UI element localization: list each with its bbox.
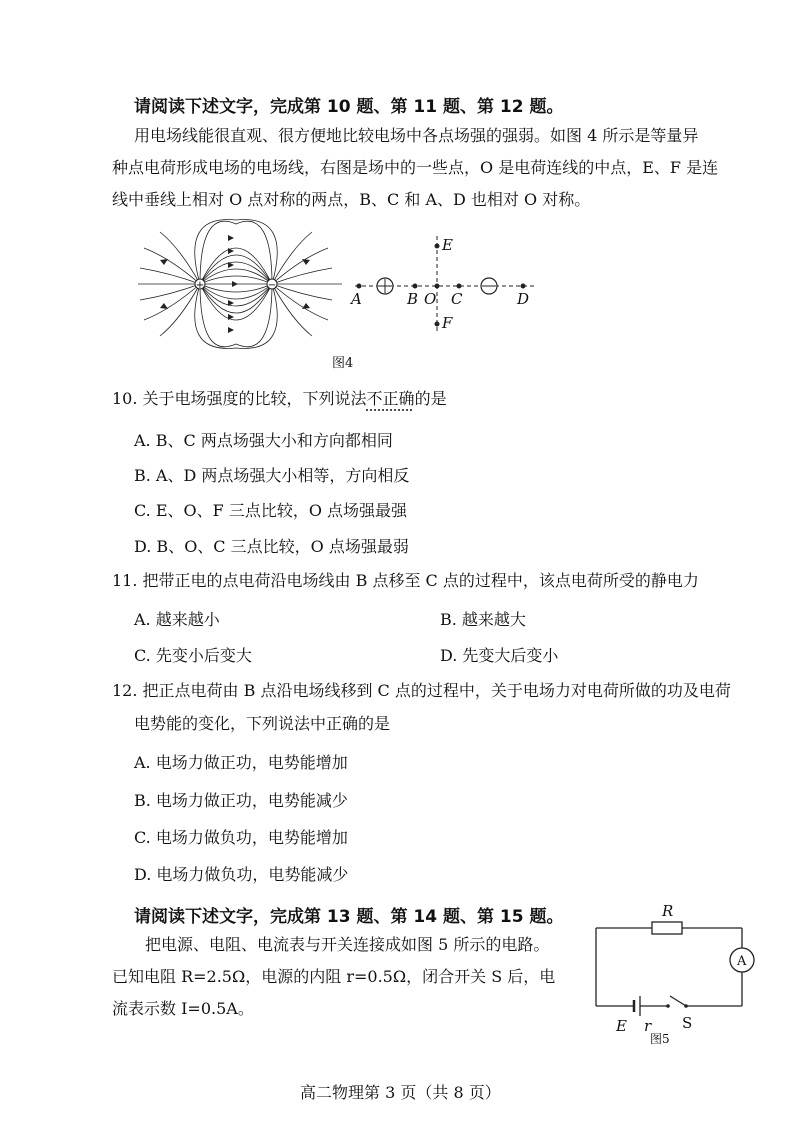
q12-stem-line-1: 12. 把正点电荷由 B 点沿电场线移到 C 点的过程中，关于电场力对电荷所做的功及电荷 [112, 681, 731, 700]
q11-option-b: B. 越来越大 [440, 610, 526, 629]
label-B: B [407, 290, 419, 308]
emf-label: E [616, 1017, 627, 1035]
page-footer: 高二物理第 3 页（共 8 页） [300, 1083, 501, 1102]
q10-option-b: B. A、D 两点场强大小相等，方向相反 [134, 466, 410, 485]
q10-stem: 10. 关于电场强度的比较，下列说法不正确的是 [112, 389, 447, 408]
paragraph-line-2: 种点电荷形成电场的电场线，右图是场中的一些点，O 是电荷连线的中点，E、F 是连 [112, 158, 719, 177]
section-lead-1: 请阅读下述文字，完成第 10 题、第 11 题、第 12 题。 [134, 97, 564, 117]
label-E: E [442, 236, 453, 254]
paragraph2-line-1: 把电源、电阻、电流表与开关连接成如图 5 所示的电路。 [145, 935, 550, 954]
q12-option-d: D. 电场力做负功，电势能减少 [134, 865, 349, 884]
q10-emphasis: 不正确 [366, 389, 415, 408]
switch-label: S [682, 1014, 693, 1032]
label-C: C [451, 290, 463, 308]
field-lines-figure [130, 218, 350, 353]
resistor-symbol [652, 922, 682, 934]
internal-resistance-label: r [644, 1017, 652, 1035]
q11-option-a: A. 越来越小 [134, 610, 220, 629]
label-D: D [517, 290, 530, 308]
q10-option-a: A. B、C 两点场强大小和方向都相同 [134, 431, 393, 450]
resistor-label: R [662, 902, 674, 920]
section-lead-2: 请阅读下述文字，完成第 13 题、第 14 题、第 15 题。 [134, 907, 564, 927]
q11-stem: 11. 把带正电的点电荷沿电场线由 B 点移至 C 点的过程中，该点电荷所受的静电力 [112, 571, 699, 590]
paragraph-line-1: 用电场线能很直观、很方便地比较电场中各点场强的强弱。如图 4 所示是等量异 [134, 126, 699, 145]
paragraph-line-3: 线中垂线上相对 O 点对称的两点，B、C 和 A、D 也相对 O 对称。 [112, 190, 591, 209]
q12-option-c: C. 电场力做负功，电势能增加 [134, 828, 348, 847]
points-diagram [345, 230, 545, 340]
paragraph2-line-3: 流表示数 I=0.5A。 [112, 999, 254, 1018]
q10-option-d: D. B、O、C 三点比较，O 点场强最弱 [134, 537, 409, 556]
circuit-diagram [588, 898, 768, 1048]
q11-option-c: C. 先变小后变大 [134, 646, 252, 665]
q12-option-b: B. 电场力做正功，电势能减少 [134, 791, 348, 810]
q11-option-d: D. 先变大后变小 [440, 646, 559, 665]
positive-charge-sign: + [195, 280, 205, 291]
q12-option-a: A. 电场力做正功，电势能增加 [134, 753, 348, 772]
figure-5-caption: 图5 [650, 1032, 670, 1046]
label-F: F [442, 314, 453, 332]
label-O: O [424, 290, 437, 308]
q12-stem-line-2: 电势能的变化，下列说法中正确的是 [134, 714, 391, 733]
negative-charge-sign: − [267, 280, 277, 291]
label-A: A [351, 290, 362, 308]
paragraph2-line-2: 已知电阻 R=2.5Ω，电源的内阻 r=0.5Ω，闭合开关 S 后，电 [112, 967, 556, 986]
q10-option-c: C. E、O、F 三点比较，O 点场强最强 [134, 501, 408, 520]
ammeter-label: A [737, 954, 747, 969]
figure-4-caption: 图4 [332, 356, 354, 371]
